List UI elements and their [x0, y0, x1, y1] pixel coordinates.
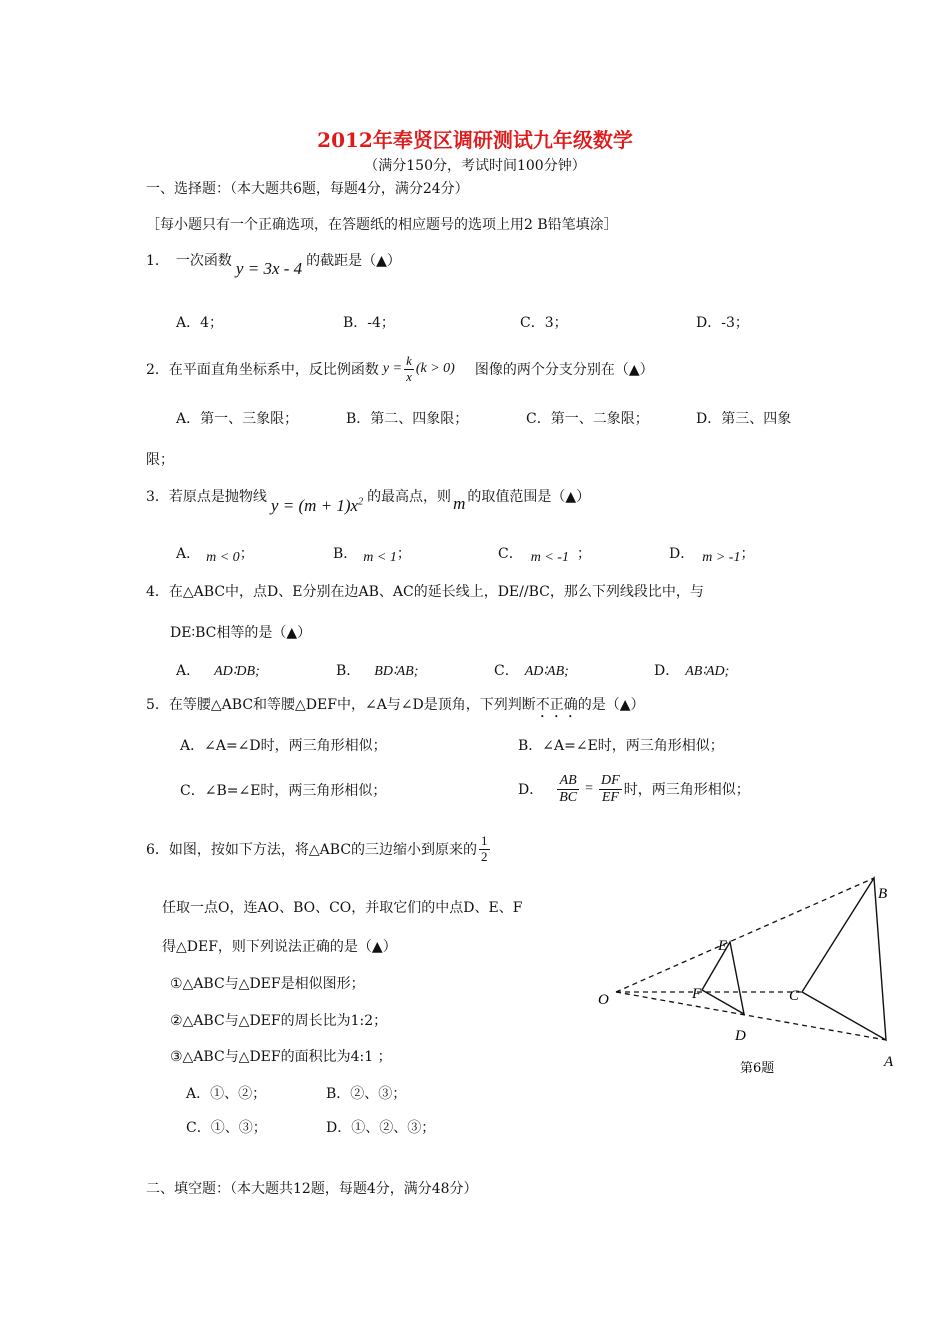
- q1-option-a: A．4；: [176, 315, 224, 331]
- point-label-D: D: [735, 1028, 746, 1044]
- dashed-line-OB: [616, 878, 874, 992]
- dashed-line-OA: [616, 992, 886, 1040]
- q4-option-d-math: AB∶AD;: [685, 664, 730, 679]
- q4-option-a: [176, 660, 260, 680]
- q5-option-d-frac2: [599, 773, 622, 805]
- q1-option-c: C．3；: [520, 315, 568, 331]
- q5-option-d: [518, 768, 750, 810]
- q1-stem: [146, 250, 401, 278]
- q2-stem: [146, 344, 654, 394]
- q3-formula: [271, 496, 363, 515]
- triangle-ABC: [802, 878, 886, 1040]
- q6-figure: [590, 870, 910, 1085]
- q6-line2: 任取一点O，连AO、BO、CO，并取它们的中点D、E、F: [162, 900, 523, 916]
- q1-stem-b: 的截距是（▲）: [306, 253, 401, 269]
- q4-option-d-label: D．: [654, 663, 680, 679]
- q5-option-d-tail: 时，两三角形相似；: [623, 782, 750, 798]
- q1-formula: y = 3x - 4: [235, 259, 303, 278]
- q4-option-c: [494, 660, 569, 680]
- q3-option-d-label: D．: [669, 546, 695, 562]
- section2-header: 二、填空题：（本大题共12题，每题4分，满分48分）: [146, 1181, 478, 1197]
- q3-option-a-tail: ；: [239, 546, 254, 562]
- point-label-F: F: [692, 986, 702, 1002]
- q5-option-d-frac1: [557, 773, 579, 805]
- q6-half-num: 1: [481, 833, 488, 849]
- q6-statement-3: ③△ABC与△DEF的面积比为4:1 ；: [170, 1049, 392, 1065]
- q4-option-b-label: B．: [336, 663, 361, 679]
- q1-stem-a: 1． 一次函数: [146, 253, 232, 269]
- q6-option-b: B．②、③；: [326, 1086, 407, 1102]
- q1-option-b: B．-4；: [343, 315, 395, 331]
- q3-stem-c: 的取值范围是（▲）: [467, 489, 591, 505]
- q5-option-b: B．∠A=∠E时，两三角形相似；: [518, 738, 724, 754]
- exam-subtitle: （满分150分，考试时间100分钟）: [364, 158, 586, 174]
- page-title: 2012年奉贤区调研测试九年级数学: [317, 128, 633, 152]
- q2-stem-a: 2．在平面直角坐标系中，反比例函数: [146, 362, 379, 378]
- q2-option-a: A．第一、三象限；: [176, 411, 299, 427]
- figure-caption: 第6题: [740, 1061, 775, 1076]
- q3-option-c-label: C．: [498, 546, 523, 562]
- q6-statement-2: ②△ABC与△DEF的周长比为1:2；: [170, 1013, 388, 1029]
- q3-option-b-label: B．: [333, 546, 358, 562]
- section1-note: ［每小题只有一个正确选项，在答题纸的相应题号的选项上用2 B铅笔填涂］: [146, 217, 618, 233]
- section1-header: 一、选择题：（本大题共6题，每题4分，满分24分）: [146, 181, 469, 197]
- q3-stem: [146, 486, 591, 515]
- q6-half-den: 2: [481, 848, 488, 864]
- q5-frac1-num: AB: [557, 773, 579, 789]
- q3-formula-sup: 2: [358, 496, 364, 508]
- q4-option-b: [336, 660, 418, 680]
- q5-frac1-den: BC: [559, 789, 578, 805]
- q6-option-c: C．①、③；: [186, 1120, 267, 1136]
- q5-equals-sign: =: [585, 781, 594, 796]
- q3-stem-b: 的最高点，则: [367, 489, 452, 505]
- q2-option-d: D．第三、四象: [696, 411, 792, 427]
- q3-option-c: [498, 543, 591, 563]
- q3-option-b: [333, 543, 411, 563]
- q6-stem-text: 6．如图，按如下方法，将△ABC的三边缩小到原来的: [146, 842, 478, 858]
- q3-formula-main: y = (m + 1)x: [270, 496, 359, 515]
- point-label-C: C: [789, 988, 800, 1004]
- q2-option-b: B．第二、四象限；: [346, 411, 469, 427]
- q6-statement-1: ①△ABC与△DEF是相似图形；: [170, 976, 365, 992]
- q3-option-c-tail: ；: [576, 546, 591, 562]
- q3-option-a-label: A．: [176, 546, 201, 562]
- q3-option-b-tail: ；: [396, 546, 411, 562]
- q6-option-a: A．①、②；: [186, 1086, 267, 1102]
- q3-option-d-tail: ；: [740, 546, 755, 562]
- q4-option-a-label: A．: [176, 663, 201, 679]
- q3-option-a-math: m < 0: [206, 550, 240, 565]
- q2-stem-b: 图像的两个分支分别在（▲）: [474, 362, 654, 378]
- q2-fraction: [404, 354, 414, 384]
- q6-stem: [146, 826, 492, 872]
- q3-option-b-math: m < 1: [363, 550, 397, 565]
- q4-option-d: [654, 660, 729, 680]
- q2-f-cond: (k > 0): [415, 361, 455, 376]
- q2-f-den: x: [406, 368, 412, 384]
- q3-option-c-math: m < -1: [530, 550, 569, 565]
- q6-option-d: D．①、②、③；: [326, 1120, 436, 1136]
- q5-frac2-num: DF: [601, 773, 620, 789]
- point-label-O: O: [598, 992, 609, 1008]
- q5-option-d-label: D．: [518, 782, 544, 798]
- q3-var: m: [453, 494, 466, 513]
- q3-option-a: [176, 543, 254, 563]
- q2-f-y: y =: [382, 361, 403, 376]
- q5-option-c: C．∠B=∠E时，两三角形相似；: [180, 783, 387, 799]
- q5-stem: [146, 694, 645, 721]
- point-label-B: B: [878, 886, 888, 902]
- q2-option-d-wrap: 限；: [146, 452, 174, 468]
- point-label-E: E: [718, 938, 728, 954]
- q5-stem-a: 5．在等腰△ABC和等腰△DEF中，∠A与∠D是顶角，下列判断: [146, 697, 536, 713]
- q2-f-num: k: [406, 353, 412, 369]
- q5-stem-b: 的是（▲）: [577, 697, 645, 713]
- q4-option-a-math: AD∶DB;: [214, 664, 260, 679]
- q4-line2: DE∶BC相等的是（▲）: [170, 625, 312, 641]
- q2-option-c: C．第一、二象限；: [526, 411, 649, 427]
- point-label-A: A: [884, 1054, 894, 1070]
- q4-option-c-label: C．: [494, 663, 519, 679]
- q5-stem-emphasis: 不正确: [535, 697, 578, 713]
- q1-option-d: D．-3；: [696, 315, 749, 331]
- q6-line3: 得△DEF，则下列说法正确的是（▲）: [162, 939, 397, 955]
- q3-option-d-math: m > -1: [702, 550, 741, 565]
- q5-option-a: A．∠A=∠D时，两三角形相似；: [180, 738, 387, 754]
- q3-stem-a: 3．若原点是抛物线: [146, 489, 267, 505]
- q4-option-c-math: AD∶AB;: [524, 664, 569, 679]
- q4-option-b-math: BD∶AB;: [374, 664, 419, 679]
- q3-option-d: [669, 543, 754, 563]
- q5-frac2-den: EF: [601, 789, 619, 805]
- q6-half: [479, 834, 490, 864]
- q4-line1: 4．在△ABC中，点D、E分别在边AB、AC的延长线上，DE//BC，那么下列线段比中，与: [146, 584, 704, 600]
